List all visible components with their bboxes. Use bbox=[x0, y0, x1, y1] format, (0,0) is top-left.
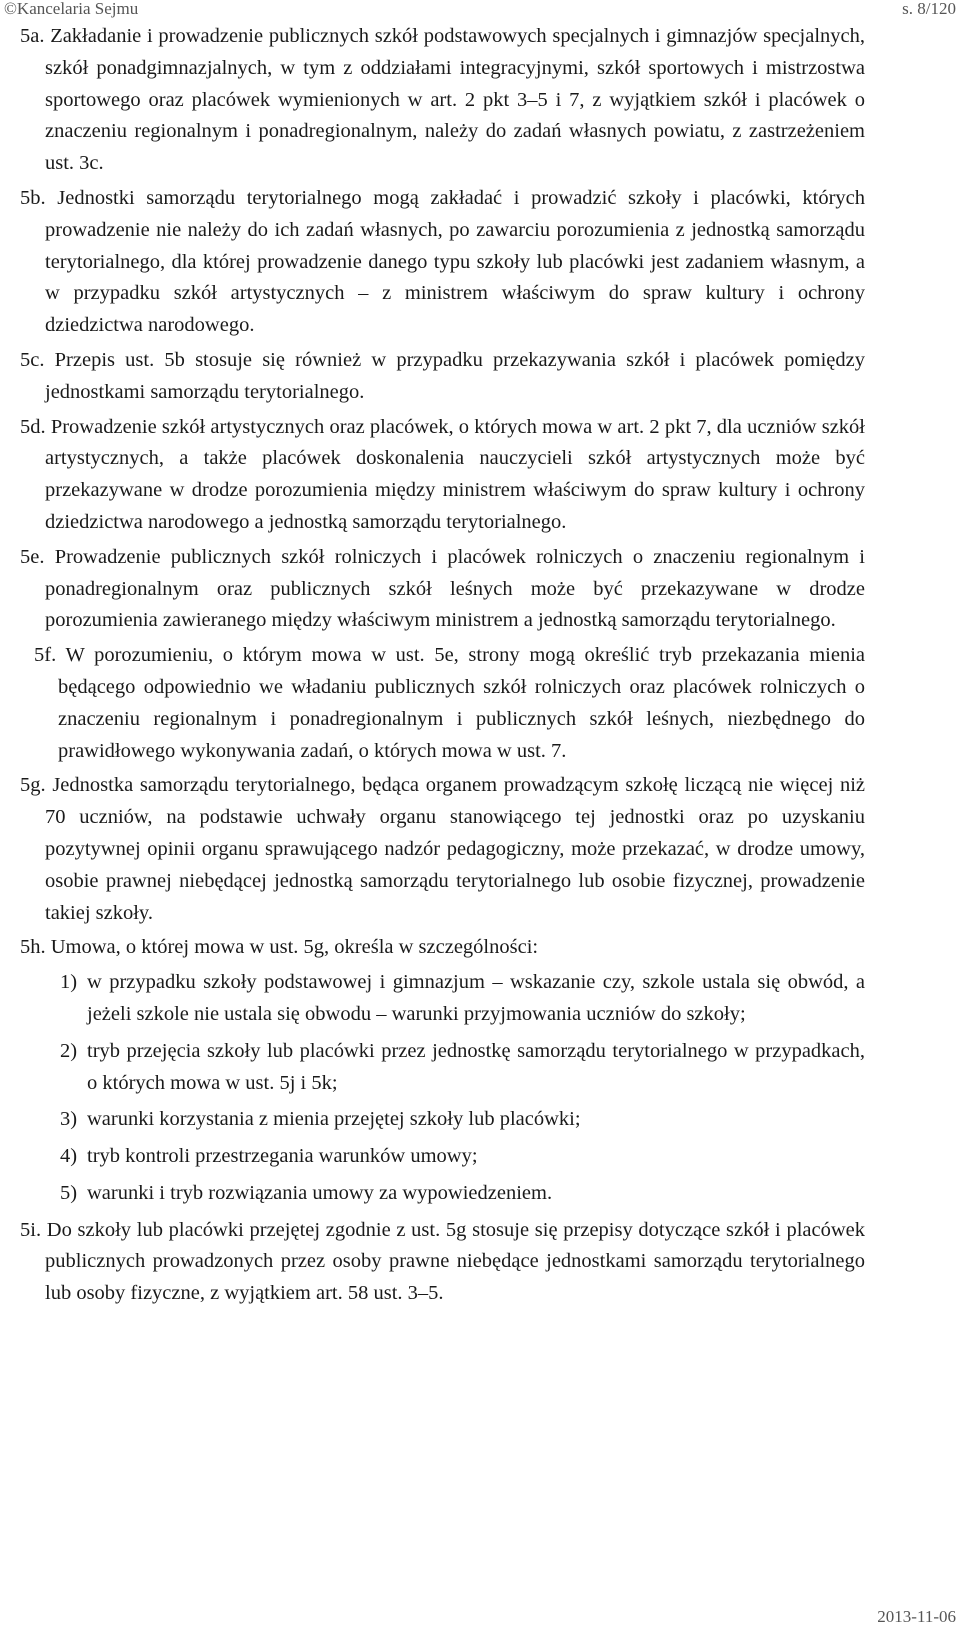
paragraph-5i: 5i. Do szkoły lub placówki przejętej zgodnie z ust. 5g stosuje się przepisy dotyczące szkół i placówek publicznych prowadzonych przez osoby prawne niebędące jednostkami samorządu terytorialnego lub osoby fizyczne, z wyjątkiem art. 58 ust. 3–5. bbox=[20, 1218, 865, 1305]
paragraph-5h: 5h. Umowa, o której mowa w ust. 5g, określa w szczególności: bbox=[20, 936, 539, 959]
list-item bbox=[20, 1036, 865, 1100]
paragraph-5b: 5b. Jednostki samorządu terytorialnego mogą zakładać i prowadzić szkoły i placówki, których prowadzenie nie należy do ich zadań własnych, po zawarciu porozumienia z jednostką samorządu terytorialnego, dla której prowadzenie danego typu szkoły lub placówki jest zadaniem własnym, a w przypadku szkół artystycznych – z ministrem właściwym do spraw kultury i ochrony dziedzictwa narodowego. bbox=[20, 186, 865, 337]
list-item bbox=[20, 967, 865, 1031]
list-item-text: warunki korzystania z mienia przejętej szkoły lub placówki; bbox=[87, 1108, 581, 1131]
list-item-number: 3) bbox=[60, 1108, 78, 1131]
list-item bbox=[20, 1141, 865, 1173]
list-item-number: 2) bbox=[60, 1039, 78, 1062]
paragraph-5g: 5g. Jednostka samorządu terytorialnego, będąca organem prowadzącym szkołę liczącą nie więcej niż 70 uczniów, na podstawie uchwały organu stanowiącego tej jednostki oraz po uzyskaniu pozytywnej opinii organu sprawującego nadzór pedagogiczny, może przekazać, w drodze umowy, osobie prawnej niebędącej jednostką samorządu terytorialnego lub osobie fizycznej, prowadzenie takiej szkoły. bbox=[20, 774, 865, 924]
list-item-text: w przypadku szkoły podstawowej i gimnazjum – wskazanie czy, szkole ustala się obwód, a jeżeli szkole nie ustala się obwodu – warunki przyjmowania uczniów do szkoły; bbox=[87, 971, 865, 1025]
footer-date: 2013-11-06 bbox=[877, 1607, 956, 1626]
list-item bbox=[20, 1178, 865, 1210]
paragraph-5d: 5d. Prowadzenie szkół artystycznych oraz placówek, o których mowa w art. 2 pkt 7, dla uczniów szkół artystycznych, a także placówek doskonalenia nauczycieli szkół artystycznych może być przekazywane w drodze porozumienia między ministrem właściwym do spraw kultury i ochrony dziedzictwa narodowego a jednostką samorządu terytorialnego. bbox=[20, 415, 865, 533]
list-item bbox=[20, 1104, 865, 1136]
paragraph-5f: 5f. W porozumieniu, o którym mowa w ust. 5e, strony mogą określić tryb przekazania mienia będącego odpowiednio we władaniu publicznych szkół rolniczych oraz placówek rolniczych o znaczeniu regionalnym i ponadregionalnym i publicznych szkół leśnych, niezbędnego do prawidłowego wykonywania zadań, o których mowa w ust. 7. bbox=[34, 644, 865, 762]
paragraph-5a: 5a. Zakładanie i prowadzenie publicznych szkół podstawowych specjalnych i gimnazjów specjalnych, szkół ponadgimnazjalnych, w tym z oddziałami integracyjnymi, szkół sportowych i mistrzostwa sportowego oraz placówek wymienionych w art. 2 pkt 3–5 i 7, z wyjątkiem szkół i placówek o znaczeniu regionalnym i ponadregionalnym, należy do zadań własnych powiatu, z zastrzeżeniem ust. 3c. bbox=[20, 25, 865, 175]
header-copyright: ©Kancelaria Sejmu bbox=[4, 0, 139, 18]
paragraph-5e: 5e. Prowadzenie publicznych szkół rolniczych i placówek rolniczych o znaczeniu regionalnym i ponadregionalnym oraz publicznych szkół leśnych może być przekazywane w drodze porozumienia zawieranego między właściwym ministrem a jednostką samorządu terytorialnego. bbox=[20, 545, 865, 632]
list-5h bbox=[20, 967, 865, 1210]
list-item-text: warunki i tryb rozwiązania umowy za wypowiedzeniem. bbox=[87, 1181, 553, 1204]
paragraph-5c: 5c. Przepis ust. 5b stosuje się również w przypadku przekazywania szkół i placówek pomiędzy jednostkami samorządu terytorialnego. bbox=[20, 348, 865, 403]
list-item-number: 1) bbox=[60, 971, 78, 994]
list-item-text: tryb przejęcia szkoły lub placówki przez jednostkę samorządu terytorialnego w przypadkach, o których mowa w ust. 5j i 5k; bbox=[87, 1039, 865, 1094]
document-body bbox=[20, 21, 865, 1313]
page-number: s. 8/120 bbox=[902, 0, 956, 18]
list-item-text: tryb kontroli przestrzegania warunków umowy; bbox=[87, 1145, 478, 1168]
list-item-number: 5) bbox=[60, 1181, 78, 1204]
list-item-number: 4) bbox=[60, 1145, 78, 1168]
